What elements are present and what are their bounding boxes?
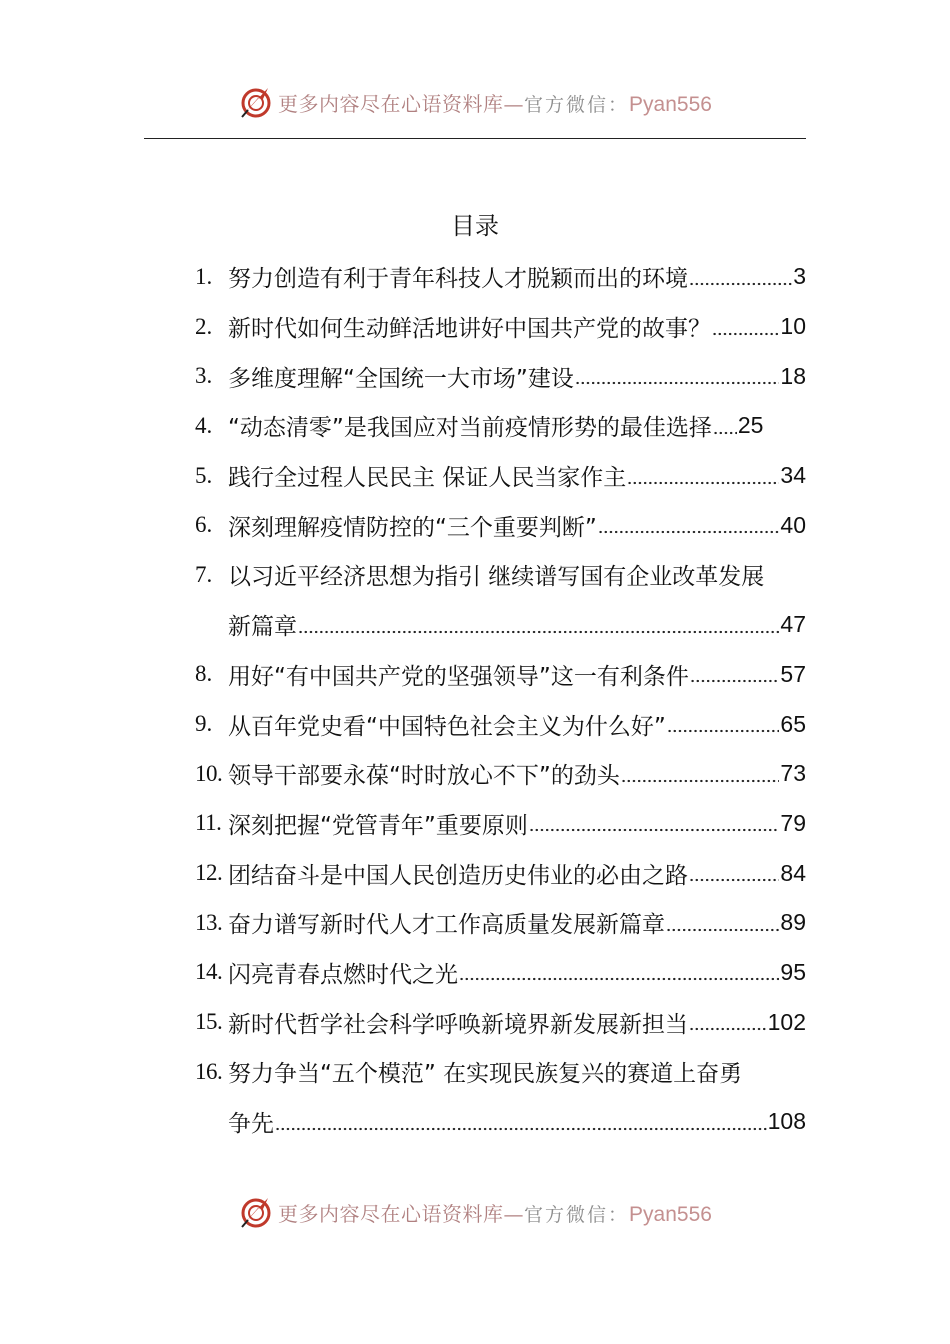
toc-entry-number: 14. <box>195 959 223 985</box>
dot-leader <box>621 771 780 783</box>
header-divider <box>144 138 806 139</box>
toc-entry[interactable] <box>195 749 806 799</box>
toc-entry-number: 7. <box>195 561 213 587</box>
toc-entry[interactable] <box>195 650 806 700</box>
toc-entry-page: 10 <box>780 313 806 340</box>
toc-entry-page: 34 <box>780 462 806 489</box>
toc-entry-page: 95 <box>780 958 806 985</box>
dot-leader <box>712 324 779 336</box>
toc-entry-title: 从百年党史看“中国特色社会主义为什么好” <box>228 713 666 740</box>
dot-leader <box>459 969 779 981</box>
toc-entry-title: 领导干部要永葆“时时放心不下”的劲头 <box>228 763 620 790</box>
toc-entry-title: 努力创造有利于青年科技人才脱颖而出的环境 <box>228 266 688 293</box>
toc-entry-number: 3. <box>195 363 213 389</box>
toc-entry[interactable] <box>195 252 806 302</box>
toc-entry-page: 3 <box>793 263 806 290</box>
toc-entry-page: 47 <box>780 611 806 638</box>
toc-entry-title: “动态清零”是我国应对当前疫情形势的最佳选择 <box>228 415 712 442</box>
toc-entry-number: 16. <box>195 1058 223 1084</box>
toc-entry-page: 25 <box>737 412 764 439</box>
toc-entry-number: 8. <box>195 661 213 687</box>
toc-entry-number: 2. <box>195 313 213 339</box>
toc-entry-continuation[interactable] <box>195 1097 806 1147</box>
toc-entry-title-line2: 争先 <box>228 1111 274 1138</box>
dot-leader <box>689 274 792 286</box>
toc-entry-title: 多维度理解“全国统一大市场”建设 <box>228 365 574 392</box>
toc-entry-number: 9. <box>195 711 213 737</box>
dot-leader <box>298 622 779 634</box>
dot-leader <box>667 721 780 733</box>
toc-entry-title-line2: 新篇章 <box>228 614 297 641</box>
banner-wechat-label: 官方微信： <box>524 93 630 116</box>
toc-entry-number: 4. <box>195 412 213 438</box>
toc-title: 目录 <box>451 212 499 240</box>
toc-entry-number: 12. <box>195 860 223 886</box>
dot-leader <box>666 920 779 932</box>
toc-entry-page: 84 <box>780 859 806 886</box>
quill-logo-icon <box>238 84 274 120</box>
toc-entry[interactable] <box>195 302 806 352</box>
toc-entry-page: 18 <box>780 362 806 389</box>
toc-entry-title: 深刻理解疫情防控的“三个重要判断” <box>228 514 597 541</box>
toc-entry-title: 闪亮青春点燃时代之光 <box>228 961 458 988</box>
dot-leader <box>689 870 779 882</box>
toc-entry-number: 1. <box>195 263 213 289</box>
toc-entry-page: 40 <box>780 511 806 538</box>
toc-entry-number: 5. <box>195 462 213 488</box>
dot-leader <box>627 473 779 485</box>
toc-entry-page: 108 <box>767 1108 806 1135</box>
toc-entry-number: 13. <box>195 909 223 935</box>
dot-leader <box>689 1019 767 1031</box>
toc-entry-page: 57 <box>780 660 806 687</box>
toc-entry[interactable] <box>195 848 806 898</box>
toc-entry-number: 11. <box>195 810 222 836</box>
toc-entry-title-line1: 努力争当“五个模范” 在实现民族复兴的赛道上奋勇 <box>228 1061 743 1088</box>
dot-leader <box>575 373 780 385</box>
banner-text: 更多内容尽在心语资料库— <box>278 91 525 116</box>
table-of-contents <box>195 252 806 1146</box>
toc-entry-title: 奋力谱写新时代人才工作高质量发展新篇章 <box>228 912 665 939</box>
toc-entry[interactable] <box>195 401 806 451</box>
banner-text: 更多内容尽在心语资料库— <box>278 1201 525 1226</box>
toc-entry-page: 73 <box>780 760 806 787</box>
dot-leader <box>529 820 780 832</box>
banner-wechat-id: Pyan556 <box>629 1202 712 1226</box>
dot-leader <box>713 423 737 435</box>
toc-entry-title: 用好“有中国共产党的坚强领导”这一有利条件 <box>228 663 689 690</box>
toc-entry[interactable] <box>195 500 806 550</box>
dot-leader <box>598 522 780 534</box>
toc-entry-title-line1: 以习近平经济思想为指引 继续谱写国有企业改革发展 <box>228 564 765 591</box>
toc-entry-number: 15. <box>195 1009 223 1035</box>
footer-banner <box>0 1192 950 1232</box>
toc-entry[interactable] <box>195 699 806 749</box>
toc-entry-number: 10. <box>195 760 223 786</box>
quill-logo-icon <box>238 1194 274 1230</box>
toc-entry-number: 6. <box>195 512 213 538</box>
toc-entry[interactable] <box>195 799 806 849</box>
toc-entry-title: 团结奋斗是中国人民创造历史伟业的必由之路 <box>228 862 688 889</box>
toc-entry-page: 89 <box>780 909 806 936</box>
toc-entry-title: 深刻把握“党管青年”重要原则 <box>228 812 528 839</box>
dot-leader <box>275 1119 767 1131</box>
header-banner <box>0 82 950 122</box>
toc-entry-page: 102 <box>767 1008 806 1035</box>
toc-entry[interactable] <box>195 997 806 1047</box>
toc-entry-title: 践行全过程人民民主 保证人民当家作主 <box>228 465 627 492</box>
toc-entry[interactable] <box>195 351 806 401</box>
toc-entry-continuation[interactable] <box>195 600 806 650</box>
toc-entry[interactable] <box>195 550 806 600</box>
toc-entry[interactable] <box>195 948 806 998</box>
toc-entry[interactable] <box>195 898 806 948</box>
toc-entry[interactable] <box>195 451 806 501</box>
toc-entry[interactable] <box>195 1047 806 1097</box>
banner-wechat-id: Pyan556 <box>629 92 712 116</box>
toc-entry-page: 79 <box>780 809 806 836</box>
toc-entry-page: 65 <box>780 710 806 737</box>
toc-entry-title: 新时代如何生动鲜活地讲好中国共产党的故事？ <box>228 316 711 343</box>
toc-entry-title: 新时代哲学社会科学呼唤新境界新发展新担当 <box>228 1011 688 1038</box>
banner-wechat-label: 官方微信： <box>524 1203 630 1226</box>
dot-leader <box>690 671 780 683</box>
